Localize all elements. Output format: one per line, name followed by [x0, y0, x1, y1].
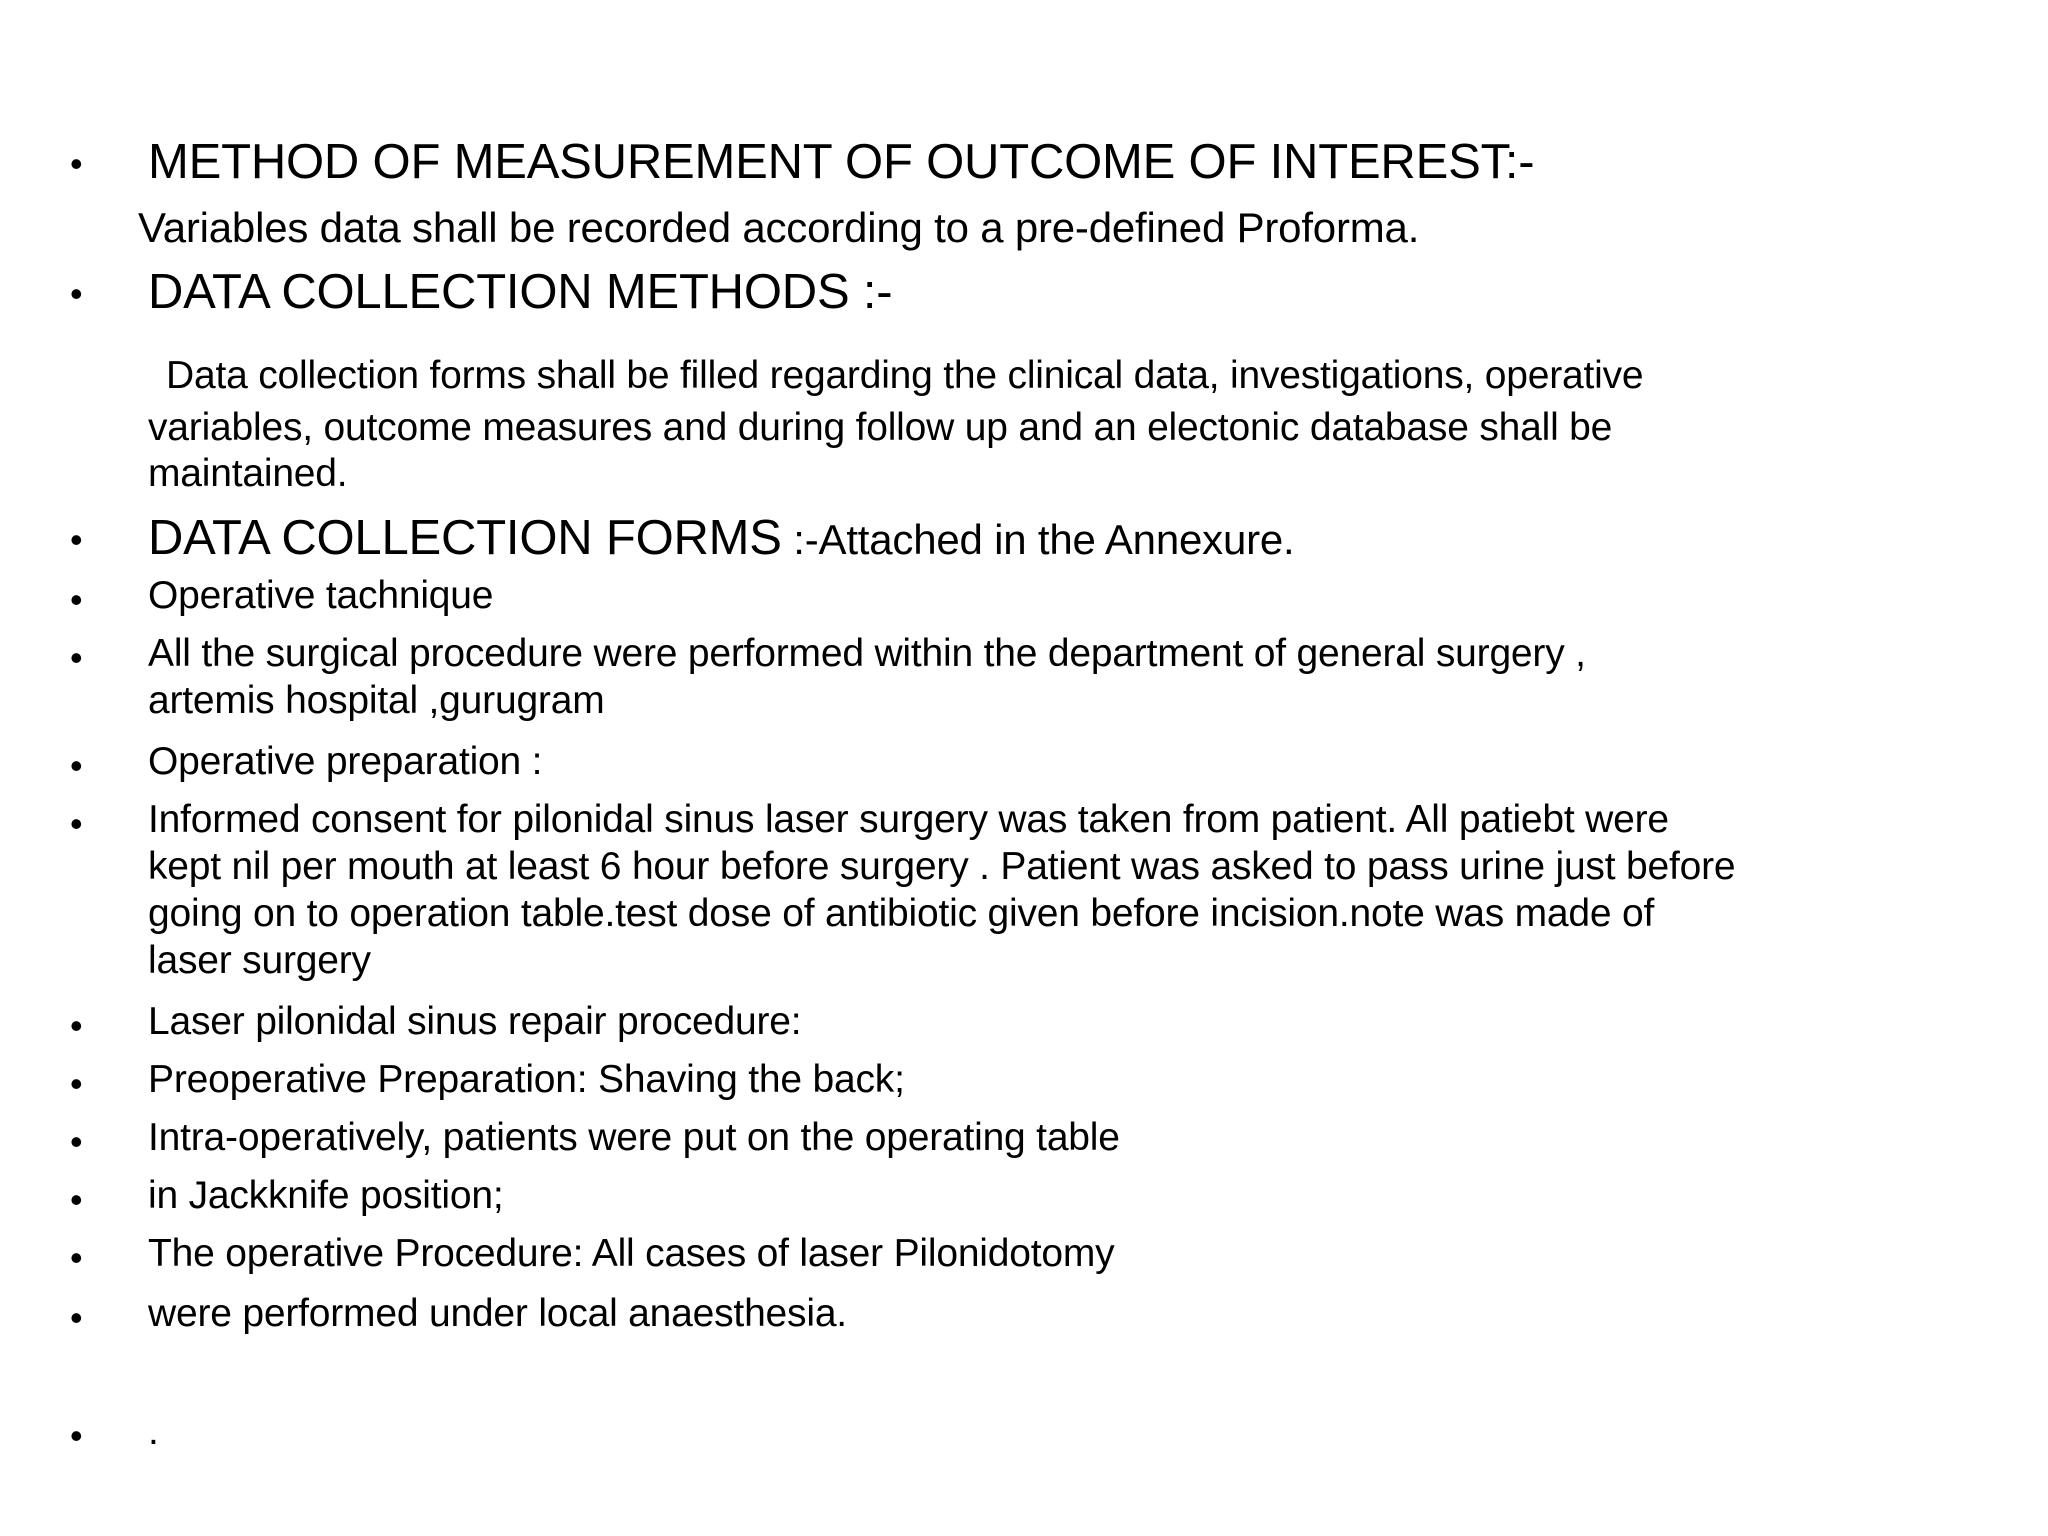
- data-collection-forms-note: :-Attached in the Annexure.: [781, 516, 1295, 563]
- list-item-informed-consent-line-1: Informed consent for pilonidal sinus laser surgery was taken from patient. All patiebt were: [148, 798, 1669, 841]
- data-collection-methods-line-3: maintained.: [148, 452, 348, 495]
- bullet-marker: •: [70, 1237, 83, 1278]
- list-item-surgical-procedure-line-2: artemis hospital ,gurugram: [148, 679, 605, 722]
- bullet-marker: •: [70, 519, 83, 560]
- heading-data-collection-methods: DATA COLLECTION METHODS :-: [148, 265, 893, 319]
- list-item-local-anaesthesia: were performed under local anaesthesia.: [148, 1292, 847, 1335]
- list-item-operative-procedure: The operative Procedure: All cases of laser Pilonidotomy: [148, 1232, 1115, 1275]
- list-item-intra-operatively: Intra-operatively, patients were put on the operating table: [148, 1116, 1120, 1159]
- heading-data-collection-forms: [148, 510, 1295, 566]
- measurement-method-detail: Variables data shall be recorded according to a pre-defined Proforma.: [138, 204, 1420, 251]
- heading-measurement-method: METHOD OF MEASUREMENT OF OUTCOME OF INTEREST:-: [148, 135, 1535, 189]
- list-item-informed-consent-line-4: laser surgery: [148, 939, 371, 982]
- bullet-marker: •: [70, 1005, 83, 1046]
- bullet-marker: •: [70, 1063, 83, 1104]
- list-item-jackknife-position: in Jackknife position;: [148, 1174, 504, 1217]
- bullet-marker: •: [70, 637, 83, 678]
- list-item-informed-consent-line-2: kept nil per mouth at least 6 hour before surgery . Patient was asked to pass urine just before: [148, 845, 1736, 888]
- data-collection-methods-line-1: Data collection forms shall be filled regarding the clinical data, investigations, operative: [166, 354, 1644, 397]
- list-item-period: .: [148, 1410, 159, 1453]
- bullet-marker: •: [70, 273, 83, 314]
- list-item-informed-consent-line-3: going on to operation table.test dose of antibiotic given before incision.note was made of: [148, 892, 1655, 935]
- bullet-marker: •: [70, 745, 83, 786]
- bullet-marker: •: [70, 1121, 83, 1162]
- bullet-marker: •: [70, 803, 83, 844]
- bullet-marker: •: [70, 1415, 83, 1456]
- data-collection-forms-label: DATA COLLECTION FORMS: [148, 511, 782, 565]
- bullet-marker: •: [70, 143, 83, 184]
- list-item-operative-preparation: Operative preparation :: [148, 740, 543, 783]
- list-item-laser-repair: Laser pilonidal sinus repair procedure:: [148, 1000, 802, 1043]
- bullet-marker: •: [70, 579, 83, 620]
- list-item-operative-technique: Operative tachnique: [148, 574, 494, 617]
- bullet-marker: •: [70, 1297, 83, 1338]
- list-item-surgical-procedure-line-1: All the surgical procedure were performed within the department of general surgery ,: [148, 632, 1586, 675]
- list-item-preoperative-preparation: Preoperative Preparation: Shaving the back;: [148, 1058, 905, 1101]
- data-collection-methods-line-2: variables, outcome measures and during follow up and an electonic database shall be: [148, 406, 1613, 449]
- bullet-marker: •: [70, 1179, 83, 1220]
